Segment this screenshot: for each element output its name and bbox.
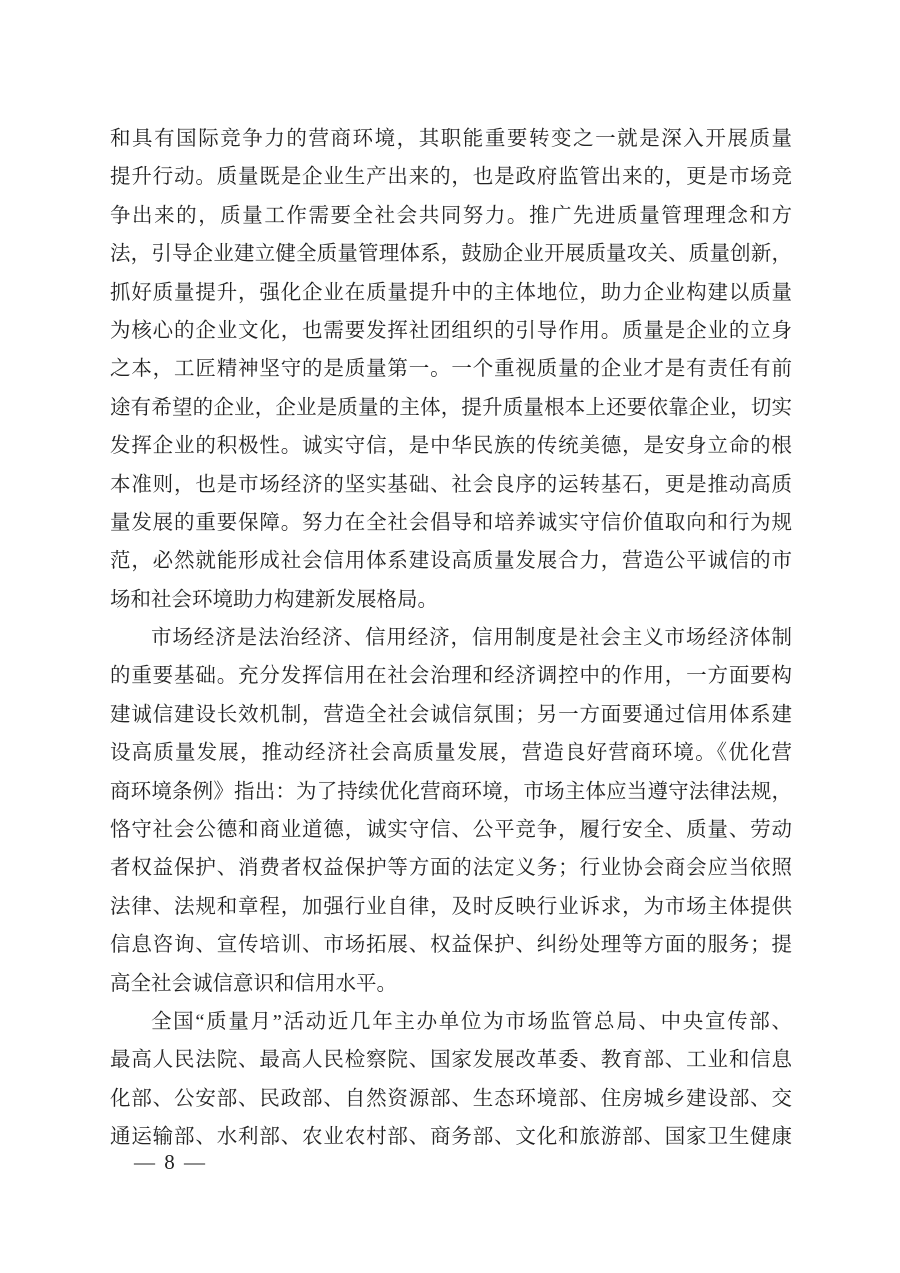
text-line: 建诚信建设长效机制，营造全社会诚信氛围；另一方面要通过信用体系建 <box>110 703 792 726</box>
text-line: 抓好质量提升，强化企业在质量提升中的主体地位，助力企业构建以质量 <box>110 281 792 304</box>
text-line: 通运输部、水利部、农业农村部、商务部、文化和旅游部、国家卫生健康 <box>110 1126 792 1149</box>
text-line: 最高人民法院、最高人民检察院、国家发展改革委、教育部、工业和信息 <box>110 1049 792 1072</box>
page-number: — 8 — <box>134 1150 207 1174</box>
text-line: 发挥企业的积极性。诚实守信，是中华民族的传统美德，是安身立命的根 <box>110 435 792 458</box>
text-line: 本准则，也是市场经济的坚实基础、社会良序的运转基石，更是推动高质 <box>110 473 792 496</box>
text-line: 的重要基础。充分发挥信用在社会治理和经济调控中的作用，一方面要构 <box>110 665 792 688</box>
text-line: 高全社会诚信意识和信用水平。 <box>110 972 397 995</box>
text-line: 和具有国际竞争力的营商环境，其职能重要转变之一就是深入开展质量 <box>110 128 792 150</box>
document-body <box>110 120 792 1157</box>
text-line: 市场经济是法治经济、信用经济，信用制度是社会主义市场经济体制 <box>151 627 792 650</box>
text-line: 争出来的，质量工作需要全社会共同努力。推广先进质量管理理念和方 <box>110 204 792 227</box>
text-line: 恪守社会公德和商业道德，诚实守信、公平竞争，履行安全、质量、劳动 <box>110 819 792 842</box>
text-line: 信息咨询、宣传培训、市场拓展、权益保护、纠纷处理等方面的服务；提 <box>110 934 792 957</box>
text-line: 者权益保护、消费者权益保护等方面的法定义务；行业协会商会应当依照 <box>110 857 792 880</box>
text-line: 场和社会环境助力构建新发展格局。 <box>110 588 438 611</box>
text-line: 量发展的重要保障。努力在全社会倡导和培养诚实守信价值取向和行为规 <box>110 511 792 534</box>
text-line: 法，引导企业建立健全质量管理体系，鼓励企业开展质量攻关、质量创新， <box>110 243 792 266</box>
text-line: 设高质量发展，推动经济社会高质量发展，营造良好营商环境。《优化营 <box>110 742 792 765</box>
text-line: 全国“质量月”活动近几年主办单位为市场监管总局、中央宣传部、 <box>151 1010 792 1033</box>
text-line: 商环境条例》指出：为了持续优化营商环境，市场主体应当遵守法律法规， <box>110 780 792 803</box>
text-line: 化部、公安部、民政部、自然资源部、生态环境部、住房城乡建设部、交 <box>110 1087 792 1110</box>
text-line: 法律、法规和章程，加强行业自律，及时反映行业诉求，为市场主体提供 <box>110 895 792 918</box>
text-line: 提升行动。质量既是企业生产出来的，也是政府监管出来的，更是市场竞 <box>110 166 792 189</box>
text-line: 为核心的企业文化，也需要发挥社团组织的引导作用。质量是企业的立身 <box>110 319 792 342</box>
text-line: 途有希望的企业，企业是质量的主体，提升质量根本上还要依靠企业，切实 <box>110 396 792 419</box>
text-line: 之本，工匠精神坚守的是质量第一。一个重视质量的企业才是有责任有前 <box>110 358 792 381</box>
text-line: 范，必然就能形成社会信用体系建设高质量发展合力，营造公平诚信的市 <box>110 550 792 573</box>
